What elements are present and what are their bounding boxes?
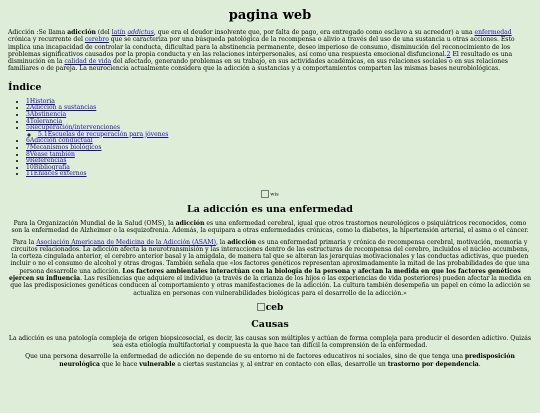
bold-term: vulnerable — [139, 360, 176, 368]
text: . Las resiliencias que adquiere el individuo (a través de la crianza de los hijos o las experiencias de vida posteriores) pueden afectar la medida en que las predisposiciones genéticas conducen al comportamiento y otras manifestaciones de la adicción. La cultura también desempeña un papel en cómo la adicción se actualiza en personas con vulnerabilidades biológicas para el desarrollo de la adicción.» — [10, 274, 532, 297]
text: Para la — [12, 238, 37, 246]
image-alt-text: wis — [270, 191, 279, 198]
section-heading-enfermedad: La adicción es una enfermedad — [187, 203, 353, 215]
toc-item — [26, 125, 532, 138]
page — [4, 8, 536, 368]
toc-link-historia[interactable]: 1Historia — [26, 97, 55, 105]
toc-item — [26, 165, 532, 172]
section-heading-causas: Causas — [251, 318, 289, 330]
broken-image-wis — [8, 190, 532, 198]
table-of-contents — [8, 99, 532, 178]
section1-paragraph-2 — [8, 239, 532, 297]
toc-item — [26, 112, 532, 119]
text: (del — [95, 29, 112, 36]
intro-paragraph — [8, 29, 532, 73]
toc-item — [26, 99, 532, 106]
bold-term: trastorno por dependencia — [387, 360, 479, 368]
broken-image-icon — [257, 303, 265, 311]
index-heading: Índice — [8, 81, 42, 93]
toc-link-adiccion-sustancias[interactable]: 2Adicción a sustancias — [26, 104, 97, 112]
bold-term: adicción — [175, 219, 205, 227]
broken-image-icon — [261, 190, 269, 198]
section1-paragraph-1 — [8, 220, 532, 235]
toc-link-tolerancia[interactable]: 4Tolerancia — [26, 117, 63, 125]
text: , la — [215, 238, 228, 246]
bold-term: predisposición neurológica — [59, 353, 515, 368]
toc-item — [26, 138, 532, 145]
toc-link-adiccion-conductual[interactable]: 6Adicción conductual — [26, 137, 93, 145]
text: del afectado, generando problemas en su trabajo, en sus actividades académicas, en sus relaciones sociales o en sus relaciones familiares o de pareja. La neurociencia actualmente considera que la adicción a sustancias y a comportamientos comparten las mismas bases neurobiológicas. — [8, 58, 508, 73]
link-enfermedad[interactable]: enfermedad — [474, 29, 512, 36]
toc-item — [26, 158, 532, 165]
text: Adicción :Se llama — [8, 29, 68, 36]
page-title: pagina web — [228, 8, 312, 23]
text: Para la Organización Mundial de la Salud (OMS), la — [13, 219, 176, 227]
reference-link[interactable]: 2 — [446, 50, 451, 58]
bold-term: adicción — [227, 238, 257, 246]
toc-item — [26, 171, 532, 178]
bold-term: adicción — [67, 29, 96, 36]
toc-link-referencias[interactable]: 9Referencias — [26, 157, 67, 165]
bold-statement: Los factores ambientales interactúan con la biología de la persona y afectan la medida en que los factores genéticos ejercen su influencia — [8, 267, 521, 282]
link-cerebro[interactable]: cerebro — [84, 36, 109, 44]
toc-sublist — [26, 132, 532, 139]
text: es una enfermedad primaria y crónica de recompensa cerebral, motivación, memoria y circuitos relacionados. La adicción afecta la neurotransmisión y las interacciones dentro de las estructuras de recompensa del cerebro, incluidos el núcleo accumbens, la corteza cingulada anterior, el cerebro anterior basal y la amígdala, de manera tal que se alteran las jerarquías motivacionales y las conductas adictivas, que pueden incluir o no el consumo de alcohol y otras drogas. También señala que «los factores genéticos representan aproximadamente la mitad de las probabilidades de que una persona desarrolle una adicción. — [10, 238, 530, 275]
toc-item — [26, 152, 532, 159]
text: Que una persona desarrolle la enfermedad de adicción no depende de su entorno ni de factores educativos ni sociales, sino de que tenga una — [25, 353, 465, 361]
broken-image-ceb — [8, 303, 532, 313]
text: , que era el deudor insolvente que, por falta de pago, era entregado como esclavo a su acreedor) a una — [153, 29, 475, 36]
text: crónica y recurrente del — [8, 36, 85, 44]
toc-link-recuperacion[interactable]: 5Recuperación/intervenciones — [26, 124, 120, 132]
toc-link-mecanismos[interactable]: 7Mecanismos biológicos — [26, 143, 102, 151]
toc-link-vease[interactable]: 8Véase también — [26, 150, 75, 158]
text: es una enfermedad cerebral, igual que otros trastornos neurológicos o psiquiátricos reconocidos, como son la enfermedad de Alzheimer o la esquizofrenia. Además, la equipara a otras enfermedades crónicas, como la diabetes, la hipertensión arterial, el asma o el cáncer. — [11, 219, 529, 235]
toc-link-escuelas[interactable]: 5.1Escuelas de recuperación para jóvenes — [38, 130, 169, 138]
toc-link-enlaces[interactable]: 11Enlaces externos — [26, 170, 87, 178]
link-asam[interactable]: Asociación Americana de Medicina de la Adicción (ASAM) — [36, 238, 216, 246]
image-alt-text: ceb — [265, 302, 284, 313]
section2-paragraph-2 — [8, 353, 532, 368]
toc-link-abstinencia[interactable]: 3Abstinencia — [26, 110, 67, 118]
text: . — [478, 360, 481, 368]
section2-paragraph-1: La adicción es una patología compleja de origen biopsicosocial, es decir, las causas son múltiples y actúan de forma compleja para producir el desorden adictivo. Quizás sea esta etiología multifactorial y compuesta la que hace tan difícil la comprensión de la enfermedad. — [8, 334, 532, 350]
link-addictus[interactable]: addictus — [127, 29, 154, 36]
text: que le hace — [99, 360, 140, 368]
toc-item — [26, 145, 532, 152]
toc-subitem — [38, 132, 532, 139]
toc-item — [26, 105, 532, 112]
link-latin[interactable]: latín — [111, 29, 126, 36]
text: El resultado es una disminución en la — [8, 50, 513, 66]
text: que se caracteriza por una búsqueda patológica de la recompensa o alivio a través del uso de una sustancia u otras acciones. Esto implica una incapacidad de controlar la conducta, dificultad para la abstinencia permanente, deseo imperioso de consumo, disminución del reconocimiento de los problemas significativos causados por la propia conducta y en las relaciones interpersonales, así como una respuesta emocional disfuncional. — [8, 36, 515, 58]
toc-link-bibliografia[interactable]: 10Bibliografía — [26, 163, 70, 171]
text: a ciertas sustancias y, al entrar en contacto con ellas, desarrolle un — [175, 360, 388, 368]
link-calidad-de-vida[interactable]: calidad de vida — [64, 58, 112, 66]
